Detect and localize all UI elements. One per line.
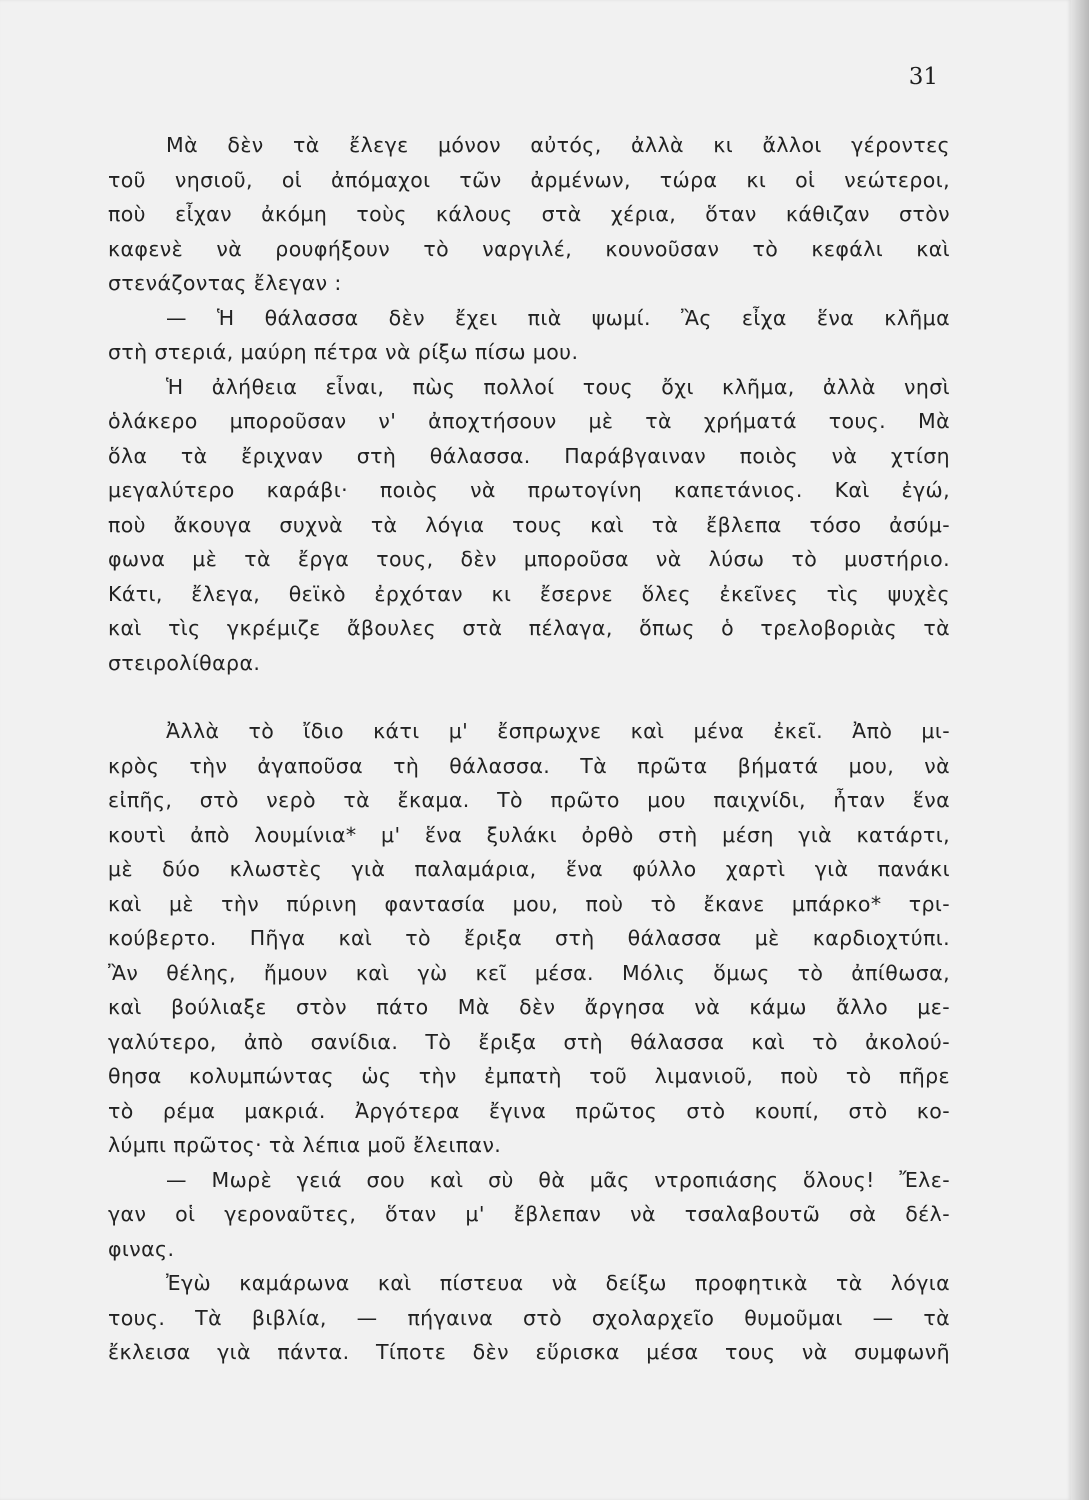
text-line: γαν οἱ γεροναῦτες, ὅταν μ' ἔβλεπαν νὰ τσαλαβουτῶ σὰ δέλ- (108, 1202, 950, 1226)
section-gap (108, 680, 950, 714)
text-line: — Ἡ θάλασσα δὲν ἔχει πιὰ ψωμί. Ἂς εἶχα ἕνα κλῆμα (166, 305, 950, 330)
text-line: — Μωρὲ γειά σου καὶ σὺ θὰ μᾶς ντροπιάσης ὅλους! Ἔλε- (166, 1167, 950, 1192)
page-number: 31 (908, 64, 938, 90)
text-line: στενάζοντας ἔλεγαν : (108, 271, 342, 295)
text-line: Ἡ ἀλήθεια εἶναι, πὼς πολλοί τους ὄχι κλῆμα, ἀλλὰ νησὶ (166, 374, 950, 399)
text-line: καὶ τὶς γκρέμιζε ἄβουλες στὰ πέλαγα, ὅπως ὁ τρελοβοριὰς τὰ (108, 616, 950, 640)
text-line: καφενὲ νὰ ρουφήξουν τὸ ναργιλέ, κουνοῦσαν τὸ κεφάλι καὶ (108, 236, 950, 261)
text-line: ὅλα τὰ ἔριχναν στὴ θάλασσα. Παράβγαιναν ποιὸς νὰ χτίση (108, 443, 950, 468)
text-line: Μὰ δὲν τὰ ἔλεγε μόνον αὐτός, ἀλλὰ κι ἄλλοι γέροντες (166, 133, 950, 157)
text-line: κρὸς τὴν ἀγαποῦσα τὴ θάλασσα. Τὰ πρῶτα βήματά μου, νὰ (108, 753, 950, 778)
text-line: καὶ βούλιαξε στὸν πάτο Μὰ δὲν ἄργησα νὰ κάμω ἄλλο με- (108, 995, 950, 1019)
text-line: ἔκλεισα γιὰ πάντα. Τίποτε δὲν εὕρισκα μέσα τους νὰ συμφωνῆ (108, 1340, 950, 1364)
paragraph (108, 1163, 950, 1267)
text-line: λύμπι πρῶτος· τὰ λέπια μοῦ ἔλειπαν. (108, 1133, 502, 1157)
text-line: καὶ μὲ τὴν πύρινη φαντασία μου, ποὺ τὸ ἔκανε μπάρκο* τρι- (108, 891, 950, 916)
text-line: στὴ στεριά, μαύρη πέτρα νὰ ρίξω πίσω μου. (108, 340, 579, 364)
text-line: Ἀλλὰ τὸ ἴδιο κάτι μ' ἔσπρωχνε καὶ μένα ἐκεῖ. Ἀπὸ μι- (166, 719, 950, 743)
text-line: ποὺ εἶχαν ἀκόμη τοὺς κάλους στὰ χέρια, ὅταν κάθιζαν στὸν (108, 202, 950, 226)
paragraph (108, 1266, 950, 1370)
text-line: Ἂν θέλης, ἤμουν καὶ γὼ κεῖ μέσα. Μόλις ὅμως τὸ ἀπίθωσα, (108, 960, 950, 985)
text-line: κούβερτο. Πῆγα καὶ τὸ ἔριξα στὴ θάλασσα μὲ καρδιοχτύπι. (108, 926, 950, 950)
text-line: ὁλάκερο μποροῦσαν ν' ἀποχτήσουν μὲ τὰ χρήματά τους. Μὰ (108, 409, 950, 433)
text-line: μεγαλύτερο καράβι· ποιὸς νὰ πρωτογίνη καπετάνιος. Καὶ ἐγώ, (108, 478, 950, 502)
page-edge (1071, 0, 1089, 1500)
paragraph (108, 370, 950, 681)
paragraph (108, 714, 950, 1163)
paragraph (108, 301, 950, 370)
text-line: Κάτι, ἔλεγα, θεϊκὸ ἐρχόταν κι ἔσερνε ὅλες ἐκεῖνες τὶς ψυχὲς (108, 581, 950, 606)
text-line: γαλύτερο, ἀπὸ σανίδια. Τὸ ἔριξα στὴ θάλασσα καὶ τὸ ἀκολού- (108, 1029, 950, 1054)
text-line: τοῦ νησιοῦ, οἱ ἀπόμαχοι τῶν ἀρμένων, τώρα κι οἱ νεώτεροι, (108, 167, 950, 192)
text-line: φωνα μὲ τὰ ἔργα τους, δὲν μποροῦσα νὰ λύσω τὸ μυστήριο. (108, 547, 950, 571)
text-line: θησα κολυμπώντας ὡς τὴν ἐμπατὴ τοῦ λιμανιοῦ, ποὺ τὸ πῆρε (108, 1064, 950, 1088)
text-line: εἰπῆς, στὸ νερὸ τὰ ἔκαμα. Τὸ πρῶτο μου παιχνίδι, ἦταν ἕνα (108, 788, 950, 812)
text-line: ποὺ ἄκουγα συχνὰ τὰ λόγια τους καὶ τὰ ἔβλεπα τόσο ἀσύμ- (108, 512, 950, 537)
text-line: Ἐγὼ καμάρωνα καὶ πίστευα νὰ δείξω προφητικὰ τὰ λόγια (166, 1271, 950, 1295)
paragraph (108, 128, 950, 301)
text-line: κουτὶ ἀπὸ λουμίνια* μ' ἕνα ξυλάκι ὀρθὸ στὴ μέση γιὰ κατάρτι, (108, 822, 950, 847)
text-line: τὸ ρέμα μακριά. Ἀργότερα ἔγινα πρῶτος στὸ κουπί, στὸ κο- (108, 1098, 950, 1123)
text-line: στειρολίθαρα. (108, 650, 261, 675)
text-line: τους. Τὰ βιβλία, — πήγαινα στὸ σχολαρχεῖο θυμοῦμαι — τὰ (108, 1305, 950, 1330)
text-line: μὲ δύο κλωστὲς γιὰ παλαμάρια, ἕνα φύλλο χαρτὶ γιὰ πανάκι (108, 857, 950, 881)
text-line: φινας. (108, 1236, 175, 1261)
body-text (108, 128, 950, 1370)
